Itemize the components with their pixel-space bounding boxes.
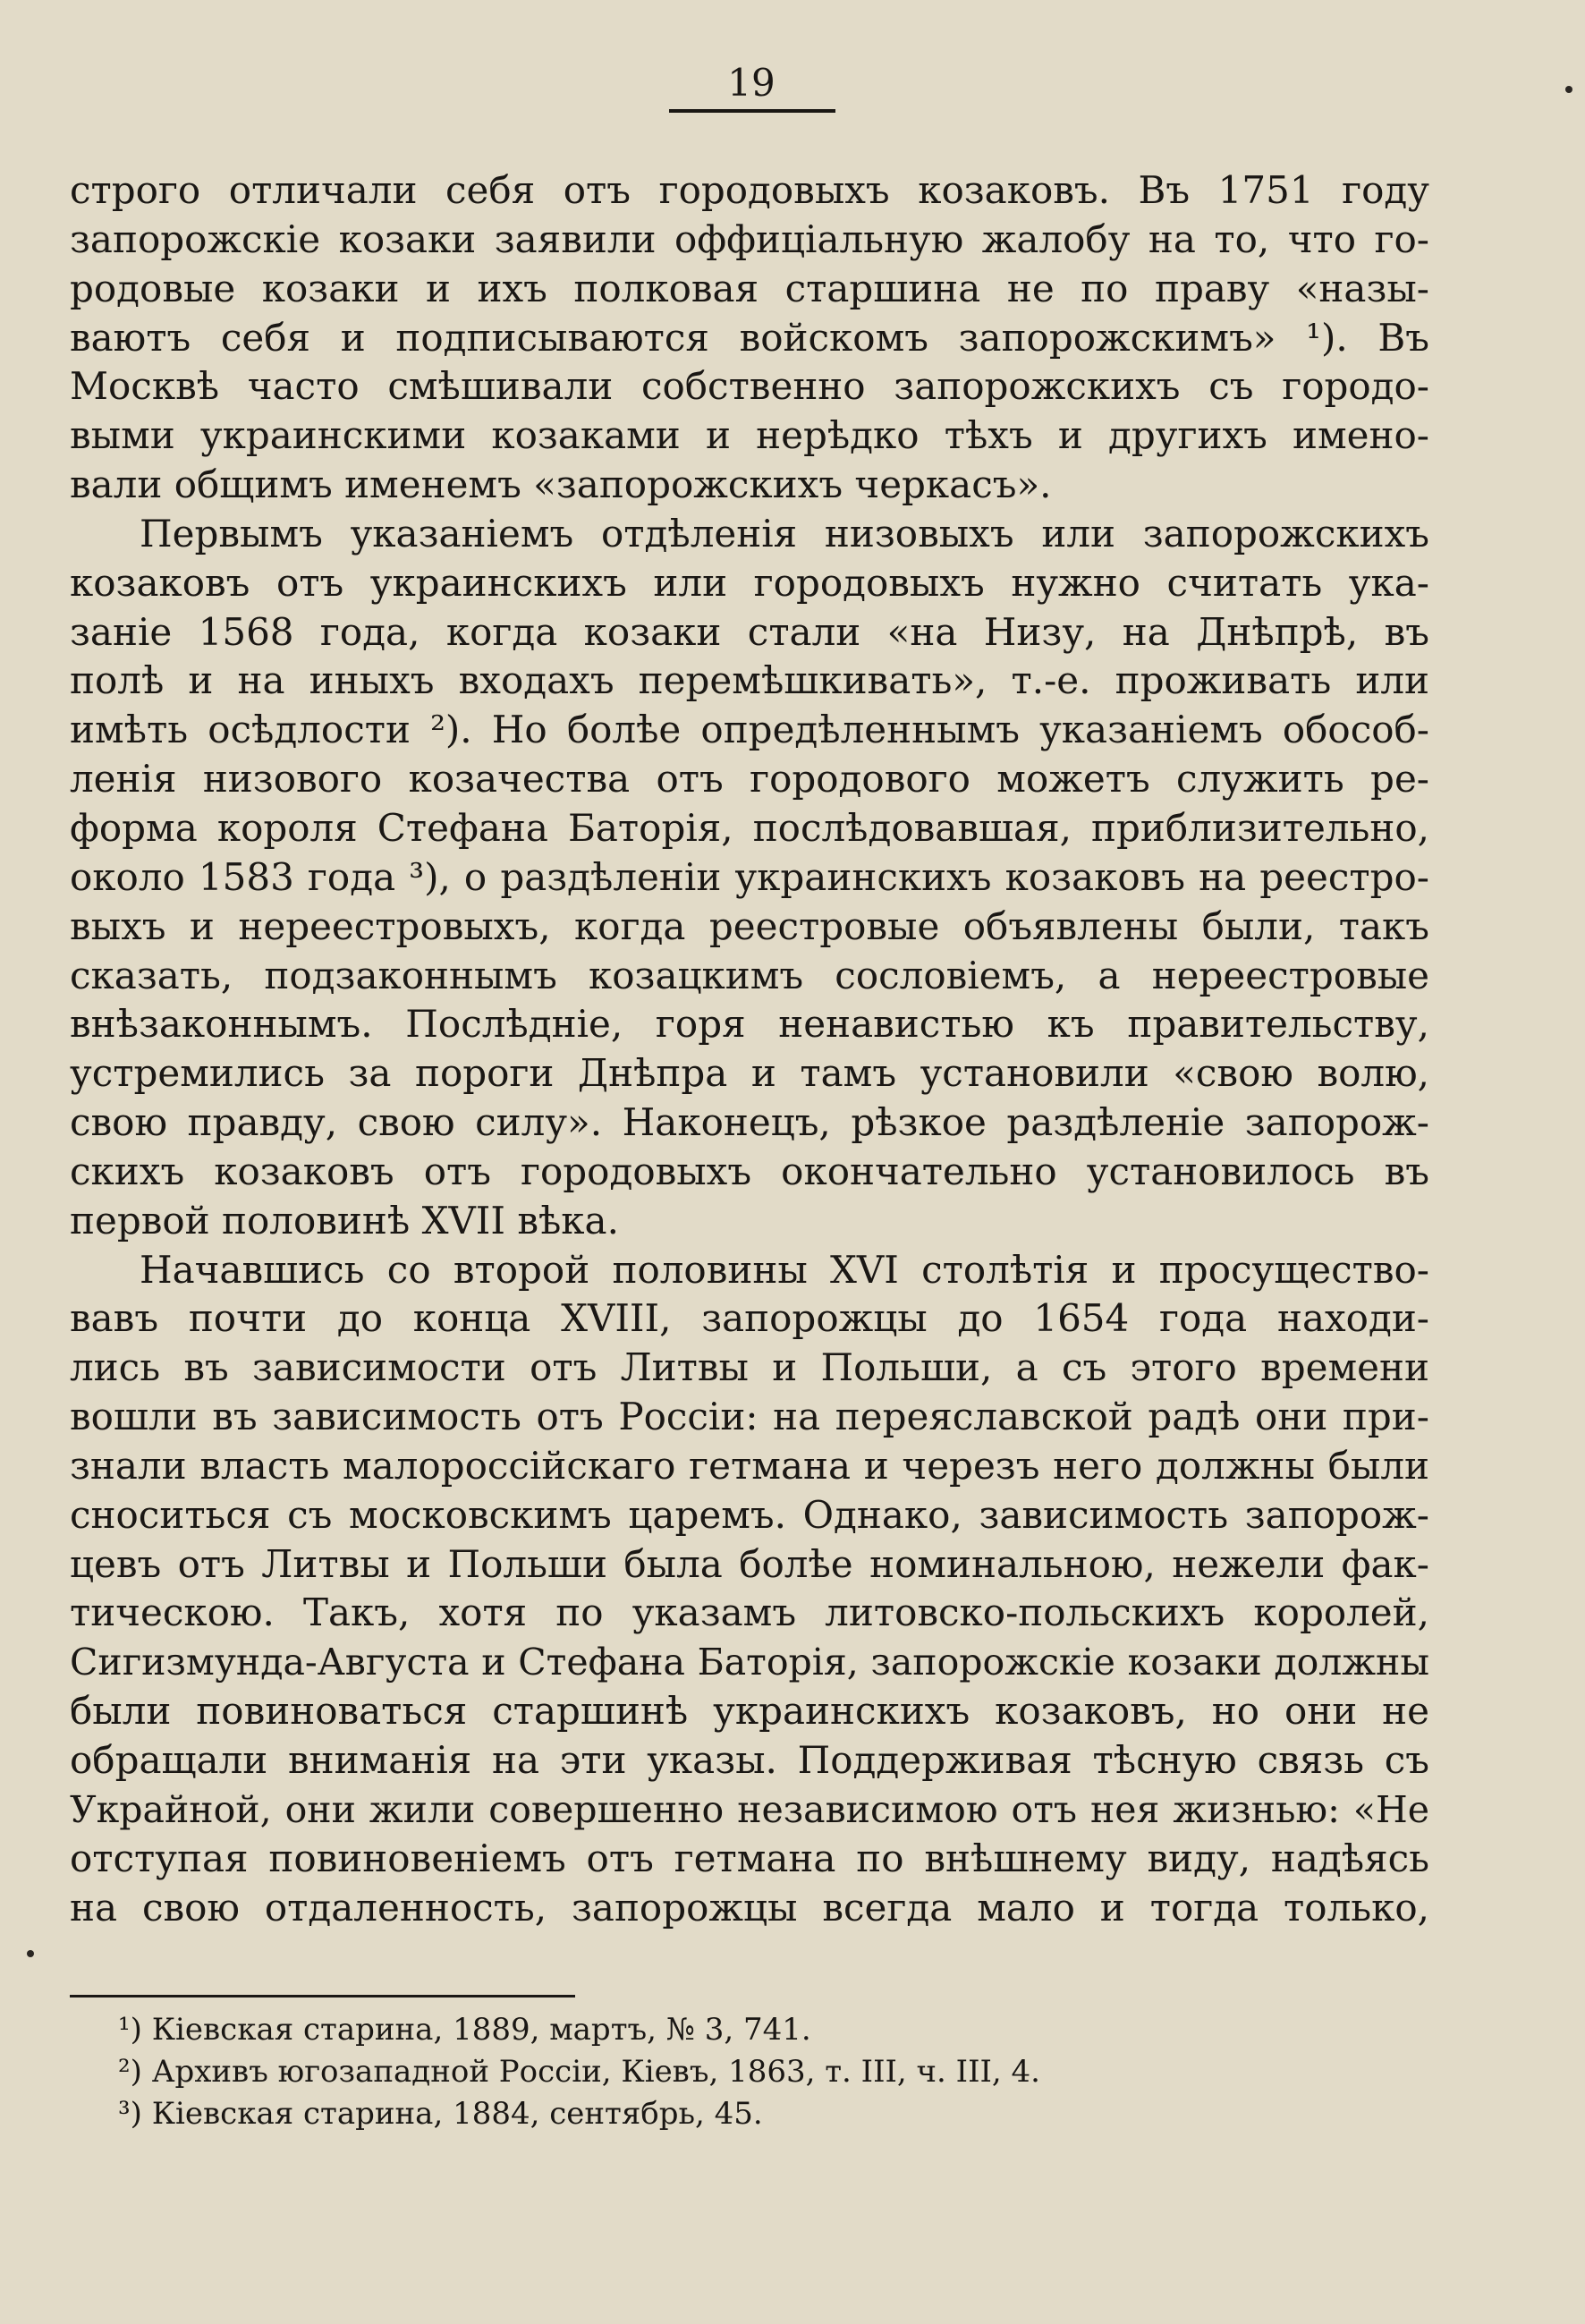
text-line: обращали вниманія на эти указы. Поддерживая тѣсную связь съ [70, 1738, 1429, 1782]
footnotes [118, 2009, 1415, 2135]
paragraph-first-line: Первымъ указаніемъ отдѣленія низовыхъ или запорожскихъ [140, 511, 1429, 556]
footnote: ²) Архивъ югозападной Россіи, Кіевъ, 1863, т. III, ч. III, 4. [118, 2054, 1040, 2090]
text-line: знали власть малороссійскаго гетмана и черезъ него должны были [70, 1443, 1429, 1488]
text-line: выми украинскими козаками и нерѣдко тѣхъ и другихъ имено- [70, 413, 1429, 458]
text-line: козаковъ отъ украинскихъ или городовыхъ нужно считать ука- [70, 560, 1429, 605]
text-line: вавъ почти до конца XVIII, запорожцы до 1654 года находи- [70, 1296, 1429, 1341]
margin-speck [1565, 86, 1572, 93]
text-line: скихъ козаковъ отъ городовыхъ окончательно установилось въ [70, 1149, 1429, 1193]
text-line: сноситься съ московскимъ царемъ. Однако, зависимость запорож- [70, 1492, 1429, 1537]
text-line: полѣ и на иныхъ входахъ перемѣшкивать», т.-е. проживать или [70, 658, 1429, 703]
text-line: ленія низового козачества отъ городового можетъ служить ре- [70, 757, 1429, 802]
text-line: вошли въ зависимость отъ Россіи: на переяславской радѣ они при- [70, 1395, 1429, 1439]
text-line: около 1583 года ³), о раздѣленіи украинскихъ козаковъ на реестро- [70, 854, 1429, 899]
text-line: первой половинѣ XVII вѣка. [70, 1198, 619, 1243]
text-line: имѣть осѣдлости ²). Но болѣе опредѣленнымъ указаніемъ обособ- [70, 708, 1429, 752]
text-line: Москвѣ часто смѣшивали собственно запорожскихъ съ городо- [70, 364, 1429, 409]
text-line: родовые козаки и ихъ полковая старшина не по праву «назы- [70, 266, 1429, 310]
text-line: устремились за пороги Днѣпра и тамъ установили «свою волю, [70, 1051, 1429, 1096]
page-number-rule [669, 109, 835, 113]
text-line: Сигизмунда-Августа и Стефана Баторія, запорожскіе козаки должны [70, 1641, 1429, 1684]
text-line: свою правду, свою силу». Наконецъ, рѣзкое раздѣленіе запорож- [70, 1100, 1429, 1145]
text-line: выхъ и нереестровыхъ, когда реестровые объявлены были, такъ [70, 903, 1429, 948]
text-line: запорожскіе козаки заявили оффиціальную жалобу на то, что го- [70, 216, 1429, 261]
footnote: ³) Кіевская старина, 1884, сентябрь, 45. [118, 2096, 763, 2132]
text-line: на свою отдаленность, запорожцы всегда мало и тогда только, [70, 1885, 1429, 1930]
text-line: вали общимъ именемъ «запорожскихъ черкасъ». [70, 462, 1052, 507]
page-number: 19 [727, 61, 776, 105]
body-text [70, 166, 1429, 1932]
paragraph-first-line: Начавшись со второй половины XVI столѣтія и просущество- [140, 1247, 1429, 1292]
text-line: сказать, подзаконнымъ козацкимъ сословіемъ, а нереестровые [70, 953, 1429, 997]
text-line: тическою. Такъ, хотя по указамъ литовско-польскихъ королей, [70, 1590, 1429, 1635]
footnote: ¹) Кіевская старина, 1889, мартъ, № 3, 741. [118, 2012, 811, 2048]
text-line: внѣзаконнымъ. Послѣдніе, горя ненавистью къ правительству, [70, 1002, 1429, 1047]
text-line: заніе 1568 года, когда козаки стали «на Низу, на Днѣпрѣ, въ [70, 609, 1429, 654]
text-line: были повиноваться старшинѣ украинскихъ козаковъ, но они не [70, 1689, 1429, 1734]
text-line: форма короля Стефана Баторія, послѣдовавшая, приблизительно, [70, 805, 1429, 850]
text-line: Украйной, они жили совершенно независимою отъ нея жизнью: «Не [70, 1787, 1429, 1831]
text-line: отступая повиновеніемъ отъ гетмана по внѣшнему виду, надѣясь [70, 1836, 1429, 1880]
text-line: лись въ зависимости отъ Литвы и Польши, а съ этого времени [70, 1345, 1429, 1390]
text-line: ваютъ себя и подписываются войскомъ запорожскимъ» ¹). Въ [70, 315, 1429, 360]
text-line: строго отличали себя отъ городовыхъ козаковъ. Въ 1751 году [70, 168, 1429, 212]
margin-speck [27, 1950, 34, 1957]
text-line: цевъ отъ Литвы и Польши была болѣе номинальною, нежели фак- [70, 1541, 1429, 1586]
footnote-rule [70, 1995, 575, 1997]
